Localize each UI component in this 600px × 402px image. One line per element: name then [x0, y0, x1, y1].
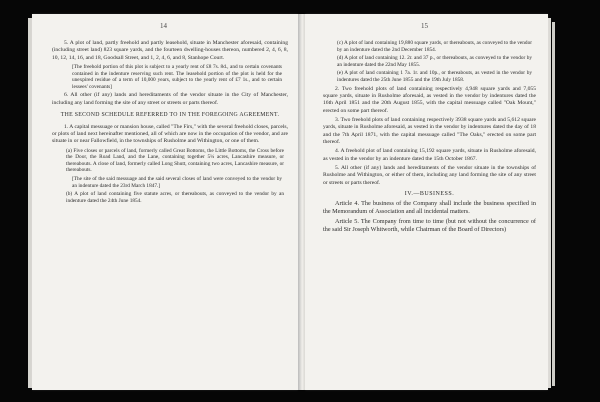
- schedule-heading: THE SECOND SCHEDULE REFERRED TO IN THE FOREGOING AGREEMENT.: [60, 112, 280, 119]
- page-stack-edge: [552, 22, 555, 386]
- paragraph-item-5: 5. A plot of land, partly freehold and partly leasehold, situate in Manchester aforesaid, containing (including street land) 823 square yards, and the fourteen dwelling-houses thereon, numbered 2, 4, 6, 8, 10, 12, 14, 16, and 18, Goodsall Street, and 1, 2, 4, 6, and 8, Stanhope Court.: [52, 40, 288, 61]
- paragraph-item-2: 2. Two freehold plots of land containing respectively 4,948 square yards and 7,055 square yards, situate in Rusholme aforesaid, as vested in the vendor by indentures dated the 16th April 1851 and the 20th August 1855, with the capital messuage called "Oak Mount," erected on some part thereof.: [323, 85, 536, 114]
- paragraph-item-c: (c) A plot of land containing 19,880 square yards, or thereabouts, as conveyed to the vendor by an indenture dated the 2nd December 1854.: [337, 40, 532, 53]
- paragraph-item-d: (d) A plot of land containing 12. 2r. and 37 p., or thereabouts, as conveyed to the vendor by an indenture dated the 22nd May 1855.: [337, 55, 532, 68]
- paragraph-item-5: 5. All other (if any) lands and hereditaments of the vendor situate in the townships of Rusholme and Withington, or either of them, including any land forming the site of any street or streets or parts thereof.: [323, 165, 536, 186]
- paragraph-article-5: Article 5. The Company from time to time (but not without the concurrence of the said Sir Joseph Whitworth, while Chairman of the Board of Directors): [323, 218, 536, 234]
- note-item-5: [The freehold portion of this plot is subject to a yearly rent of £8 7s. 8d., and to certain covenants contained in the indenture reserving such rent. The leasehold portion of the plot is held for the unexpired residue of a term of 10,000 years, subject to the yearly rent of £7 1s., and to certain lessees' covenants]: [72, 64, 282, 90]
- book-gutter: [298, 14, 305, 390]
- right-page: [305, 14, 548, 390]
- paragraph-item-4: 4. A freehold plot of land containing 15,192 square yards, situate in Rusholme aforesaid, as vested in the vendor by an indenture dated the 15th October 1867.: [323, 148, 536, 162]
- page-number: 15: [421, 22, 428, 30]
- paragraph-item-1b: (b) A plot of land containing five statute acres, or thereabouts, as conveyed to the vendor by an indenture dated the 24th June 1854.: [66, 191, 284, 204]
- paragraph-item-3: 3. Two freehold plots of land containing respectively 3938 square yards and 5,612 square yards, situate in Rusholme aforesaid, as vested in the vendor by indentures dated the day of 18 and the 7th April 1871, with the capital messuage called "The Oaks," erected on some part thereof.: [323, 116, 536, 145]
- paragraph-item-1: 1. A capital messuage or mansion house, called "The Firs," with the several freehold closes, parcels, or plots of land next hereinafter mentioned, all of which are now in the occupation of the vendor, and are situate in or near Fallowfield, in the townships of Rusholme and Withington, or one of them.: [52, 123, 288, 145]
- paragraph-article-4: Article 4. The business of the Company shall include the business specified in the Memorandum of Association and all incidental matters.: [323, 200, 536, 216]
- paragraph-item-6: 6. All other (if any) lands and hereditaments of the vendor situate in the City of Manchester, including any land forming the site of any street or streets or parts thereof.: [52, 92, 288, 106]
- section-heading: IV.—BUSINESS.: [404, 191, 455, 198]
- left-page: [32, 14, 298, 390]
- note-item-1a: [The site of the said messuage and the said several closes of land were conveyed to the vendor by an indenture dated the 23rd March 1847.]: [72, 175, 282, 189]
- page-number: 14: [160, 22, 167, 30]
- paragraph-item-1a: (a) Five closes or parcels of land, formerly called Great Bottoms, the Little Bottoms, the Cross before the Door, the Road Land, and the Lane, containing together 5¼ acres, Lancashire measure, or thereabouts. A close of land, formerly called Long Shutt, containing two acres, Lancashire measure, or thereabouts.: [66, 147, 284, 174]
- paragraph-item-e: (e) A plot of land containing 1 7a. 1r. and 10p., or thereabouts, as vested in the vendor by indentures dated the 25th June 1855 and the 19th July 1858.: [337, 70, 532, 83]
- page-stack-edge: [548, 18, 551, 388]
